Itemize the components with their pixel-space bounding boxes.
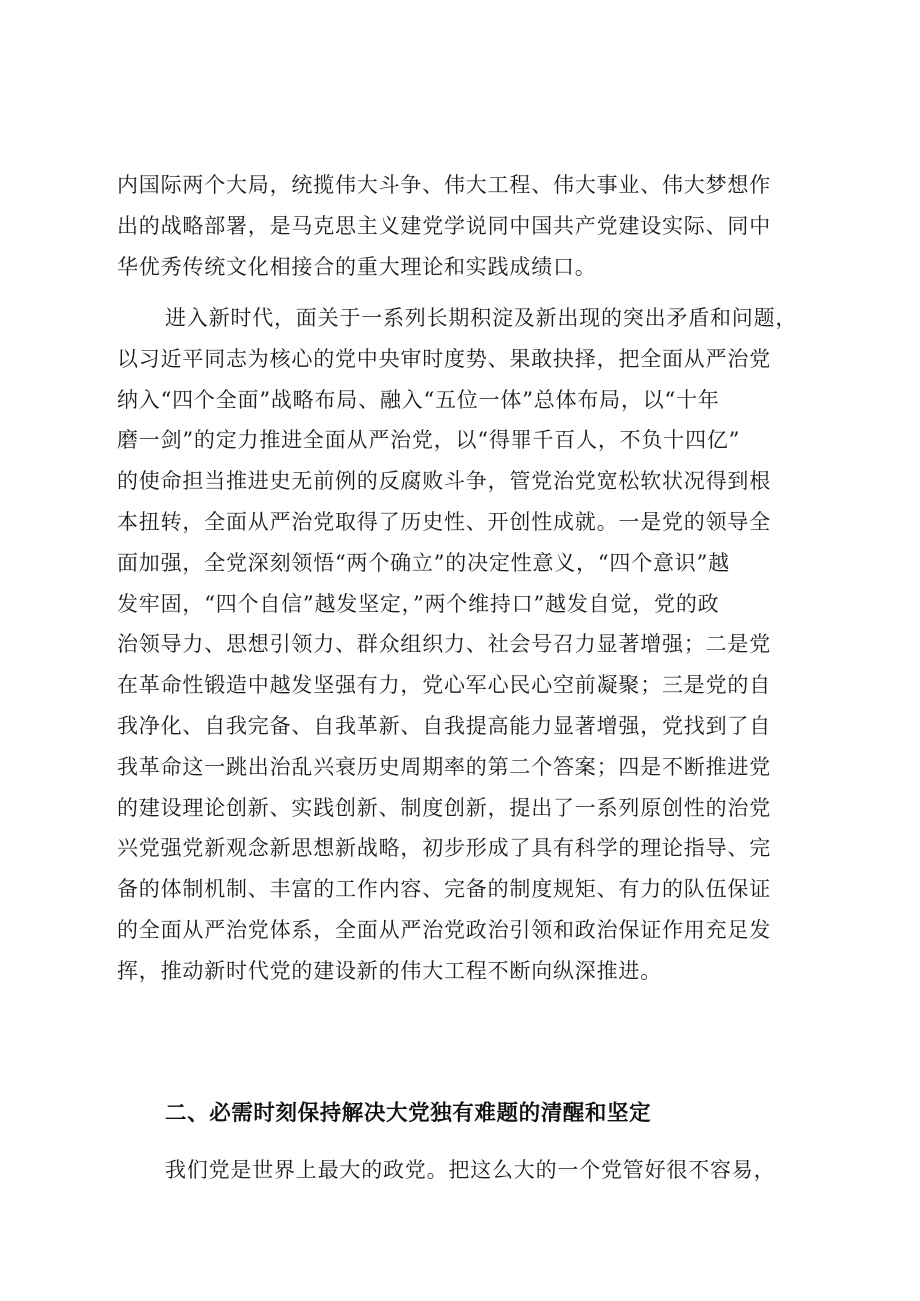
paragraph-2-line: 发牢固，“四个自信”越发坚定，”两个维持口”越发自觉，党的政 bbox=[117, 591, 720, 616]
paragraph-2-line: 在革命性锻造中越发坚强有力，党心军心民心空前凝聚；三是党的自 bbox=[117, 673, 771, 698]
paragraph-1 bbox=[117, 165, 828, 287]
paragraph-2 bbox=[117, 298, 828, 992]
paragraph-2-line: 我革命这一跳出治乱兴衰历史周期率的第二个答案；四是不断推进党 bbox=[117, 754, 771, 779]
paragraph-2-line: 以习近平同志为核心的党中央审时度势、果敢抉择，把全面从严治党 bbox=[117, 346, 771, 371]
paragraph-2-line: 治领导力、思想引领力、群众组织力、社会号召力显著增强；二是党 bbox=[117, 632, 771, 657]
paragraph-1-line: 华优秀传统文化相接合的重大理论和实践成绩口。 bbox=[117, 254, 597, 279]
paragraph-2-line: 纳入“四个全面”战略布局、融入“五位一体”总体布局，以“十年 bbox=[117, 387, 720, 412]
paragraph-2-line: 的全面从严治党体系，全面从严治党政治引领和政治保证作用充足发 bbox=[117, 917, 771, 942]
paragraph-2-line: 的使命担当推进史无前例的反腐败斗争，管党治党宽松软状况得到根 bbox=[117, 469, 771, 494]
paragraph-2-line: 备的体制机制、丰富的工作内容、完备的制度规矩、有力的队伍保证 bbox=[117, 877, 771, 902]
paragraph-2-line: 面加强，全党深刻领悟“两个确立”的决定性意义，“四个意识”越 bbox=[117, 550, 730, 575]
paragraph-3-first-line: 我们党是世界上最大的政党。把这么大的一个党管好很不容易， bbox=[165, 1158, 776, 1182]
paragraph-1-line: 出的战略部署，是马克思主义建党学说同中国共产党建设实际、同中 bbox=[117, 213, 771, 238]
paragraph-2-line: 本扭转，全面从严治党取得了历史性、开创性成就。一是党的领导全 bbox=[117, 509, 771, 534]
paragraph-2-line: 我净化、自我完备、自我革新、自我提高能力显著增强，党找到了自 bbox=[117, 713, 771, 738]
paragraph-2-line: 挥，推动新时代党的建设新的伟大工程不断向纵深推进。 bbox=[117, 958, 662, 983]
paragraph-2-line: 的建设理论创新、实践创新、制度创新，提出了一系列原创性的治党 bbox=[117, 795, 771, 820]
paragraph-2-line: 进入新时代，面关于一系列长期积淀及新出现的突出矛盾和问题， bbox=[165, 306, 798, 330]
paragraph-2-line: 兴党强党新观念新思想新战略，初步形成了具有科学的理论指导、完 bbox=[117, 836, 771, 861]
paragraph-2-line: 磨一剑”的定力推进全面从严治党，以“得罪千百人，不负十四亿” bbox=[117, 428, 741, 453]
section-heading: 二、必需时刻保持解决大党独有难题的清醒和坚定 bbox=[165, 1101, 652, 1126]
paragraph-1-line: 内国际两个大局，统揽伟大斗争、伟大工程、伟大事业、伟大梦想作 bbox=[117, 173, 771, 197]
